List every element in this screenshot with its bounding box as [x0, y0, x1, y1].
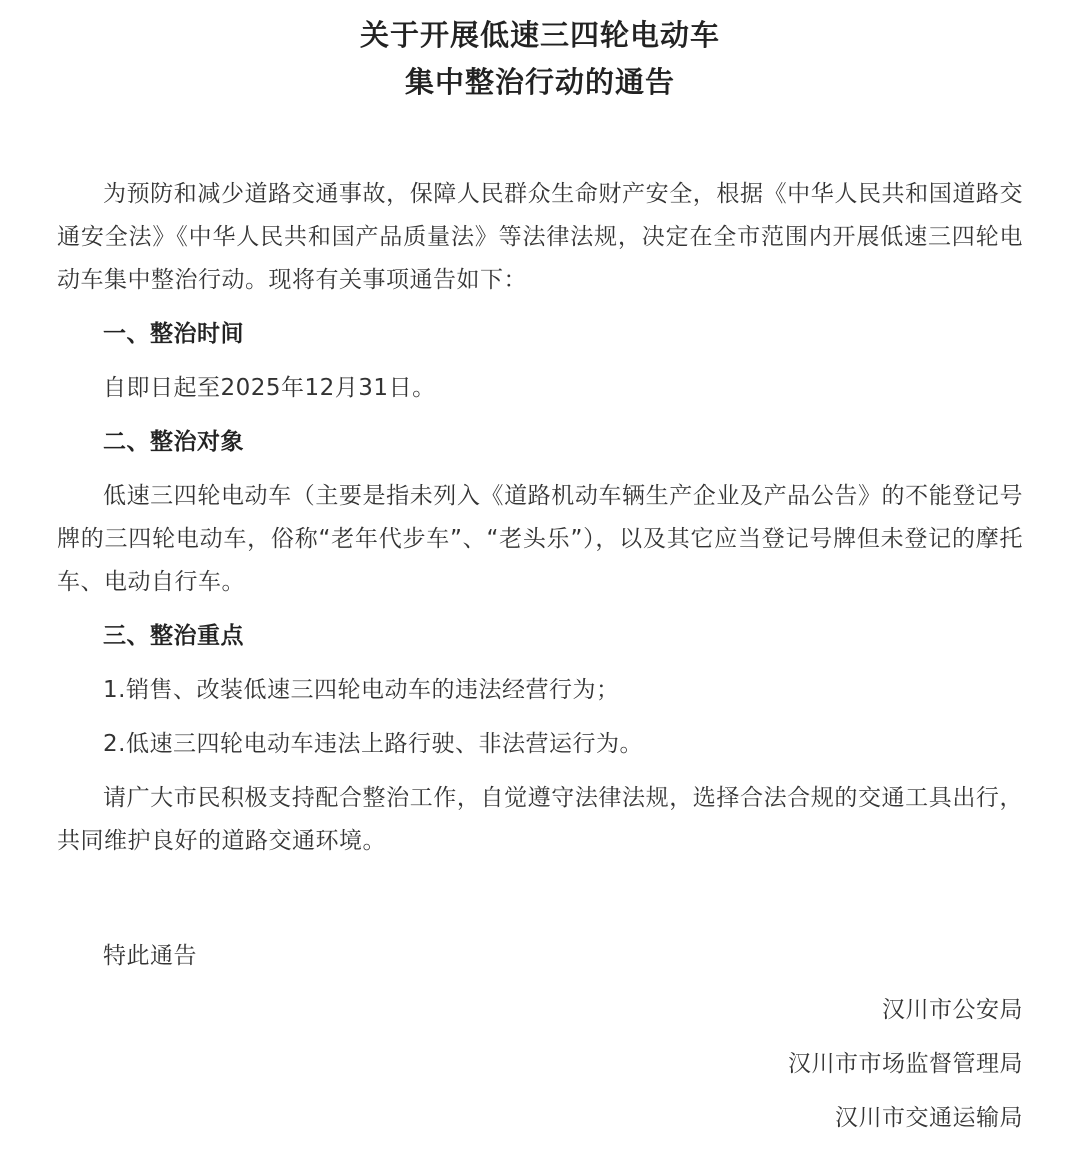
- title-line-2: 集中整治行动的通告: [404, 65, 675, 99]
- focus-item-2: 2.低速三四轮电动车违法上路行驶、非法营运行为。: [103, 731, 643, 757]
- issuer-market-supervision: 汉川市市场监督管理局: [788, 1051, 1023, 1077]
- issuer-transport: 汉川市交通运输局: [835, 1105, 1023, 1131]
- notice-title: [57, 0, 1023, 106]
- closing-paragraph: 请广大市民积极支持配合整治工作，自觉遵守法律法规，选择合法合规的交通工具出行，共同维护良好的道路交通环境。: [57, 785, 1023, 854]
- focus-item-1: 1.销售、改装低速三四轮电动车的违法经营行为；: [103, 677, 620, 703]
- section-heading-target: 二、整治对象: [103, 429, 244, 455]
- section-heading-focus: 三、整治重点: [103, 623, 244, 649]
- notice-body: [57, 173, 1023, 1140]
- section-target-text: 低速三四轮电动车（主要是指未列入《道路机动车辆生产企业及产品公告》的不能登记号牌的三四轮电动车，俗称“老年代步车”、“老头乐”），以及其它应当登记号牌但未登记的摩托车、电动自行车。: [57, 483, 1023, 595]
- sign-off: 特此通告: [103, 943, 197, 969]
- issuer-public-security: 汉川市公安局: [882, 997, 1023, 1023]
- section-heading-time: 一、整治时间: [103, 321, 244, 347]
- section-time-text: 自即日起至2025年12月31日。: [103, 375, 436, 401]
- intro-paragraph: 为预防和减少道路交通事故，保障人民群众生命财产安全，根据《中华人民共和国道路交通安全法》《中华人民共和国产品质量法》等法律法规，决定在全市范围内开展低速三四轮电动车集中整治行动。现将有关事项通告如下：: [57, 181, 1023, 293]
- title-line-1: 关于开展低速三四轮电动车: [359, 18, 720, 52]
- notice-document: [57, 0, 1023, 1151]
